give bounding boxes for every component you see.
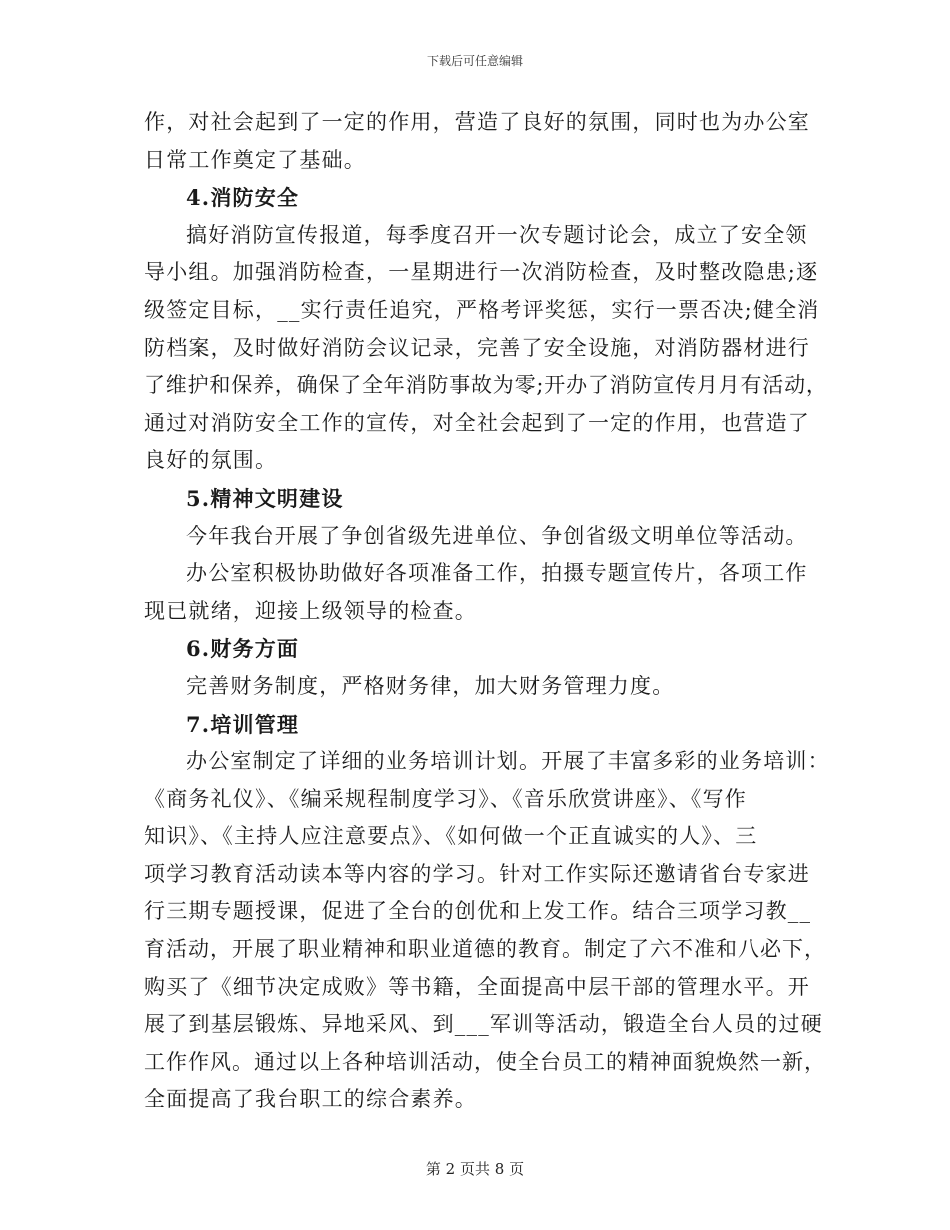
section-heading: 5.精神文明建设 bbox=[186, 485, 344, 511]
section-heading: 7.培训管理 bbox=[186, 711, 300, 737]
text-line: 办公室积极协助做好各项准备工作，拍摄专题宣传片，各项工作 bbox=[186, 561, 808, 586]
text-line: 工作作风。通过以上各种培训活动，使全台员工的精神面貌焕然一新， bbox=[144, 1049, 826, 1074]
section-heading: 4.消防安全 bbox=[186, 185, 300, 211]
text-line: 全面提高了我台职工的综合素养。 bbox=[144, 1087, 477, 1112]
text-line: 育活动，开展了职业精神和职业道德的教育。制定了六不准和八必下， bbox=[144, 937, 826, 962]
text-line: 作，对社会起到了一定的作用，营造了良好的氛围，同时也为办公室 bbox=[144, 110, 810, 134]
text-line: 现已就绪，迎接上级领导的检查。 bbox=[144, 598, 477, 623]
text-line: 办公室制定了详细的业务培训计划。开展了丰富多彩的业务培训： bbox=[186, 749, 830, 774]
text-line: 级签定目标，__实行责任追究，严格考评奖惩，实行一票否决;健全消 bbox=[144, 297, 820, 322]
text-line: 完善财务制度，严格财务律，加大财务管理力度。 bbox=[186, 673, 675, 698]
text-line: 良好的氛围。 bbox=[144, 448, 278, 473]
document-body bbox=[144, 104, 830, 1119]
text-line: 通过对消防安全工作的宣传，对全社会起到了一定的作用，也营造了 bbox=[144, 410, 810, 435]
section-heading: 6.财务方面 bbox=[186, 636, 300, 662]
text-line: 防档案，及时做好消防会议记录，完善了安全设施，对消防器材进行 bbox=[144, 335, 810, 360]
text-line: 搞好消防宣传报道，每季度召开一次专题讨论会，成立了安全领 bbox=[186, 222, 808, 247]
text-line: 行三期专题授课，促进了全台的创优和上发工作。结合三项学习教__ bbox=[144, 899, 812, 924]
text-line: 购买了《细节决定成败》等书籍，全面提高中层干部的管理水平。开 bbox=[144, 974, 810, 999]
text-line: 导小组。加强消防检查，一星期进行一次消防检查，及时整改隐患;逐 bbox=[144, 260, 819, 285]
page-header: 下载后可任意编辑 bbox=[426, 54, 523, 68]
text-line: 日常工作奠定了基础。 bbox=[144, 147, 366, 172]
text-line: 《商务礼仪》、《编采规程制度学习》、《音乐欣赏讲座》、《写作 bbox=[144, 786, 747, 811]
page-footer: 第 2 页共 8 页 bbox=[425, 1160, 525, 1178]
text-line: 项学习教育活动读本等内容的学习。针对工作实际还邀请省台专家进 bbox=[144, 861, 810, 886]
text-line: 了维护和保养，确保了全年消防事故为零;开办了消防宣传月月有活动， bbox=[144, 373, 828, 398]
text-line: 知识》、《主持人应注意要点》、《如何做一个正直诚实的人》、三 bbox=[144, 824, 758, 849]
text-line: 展了到基层锻炼、异地采风、到___军训等活动，锻造全台人员的过硬 bbox=[144, 1012, 823, 1037]
text-line: 今年我台开展了争创省级先进单位、争创省级文明单位等活动。 bbox=[186, 523, 808, 548]
